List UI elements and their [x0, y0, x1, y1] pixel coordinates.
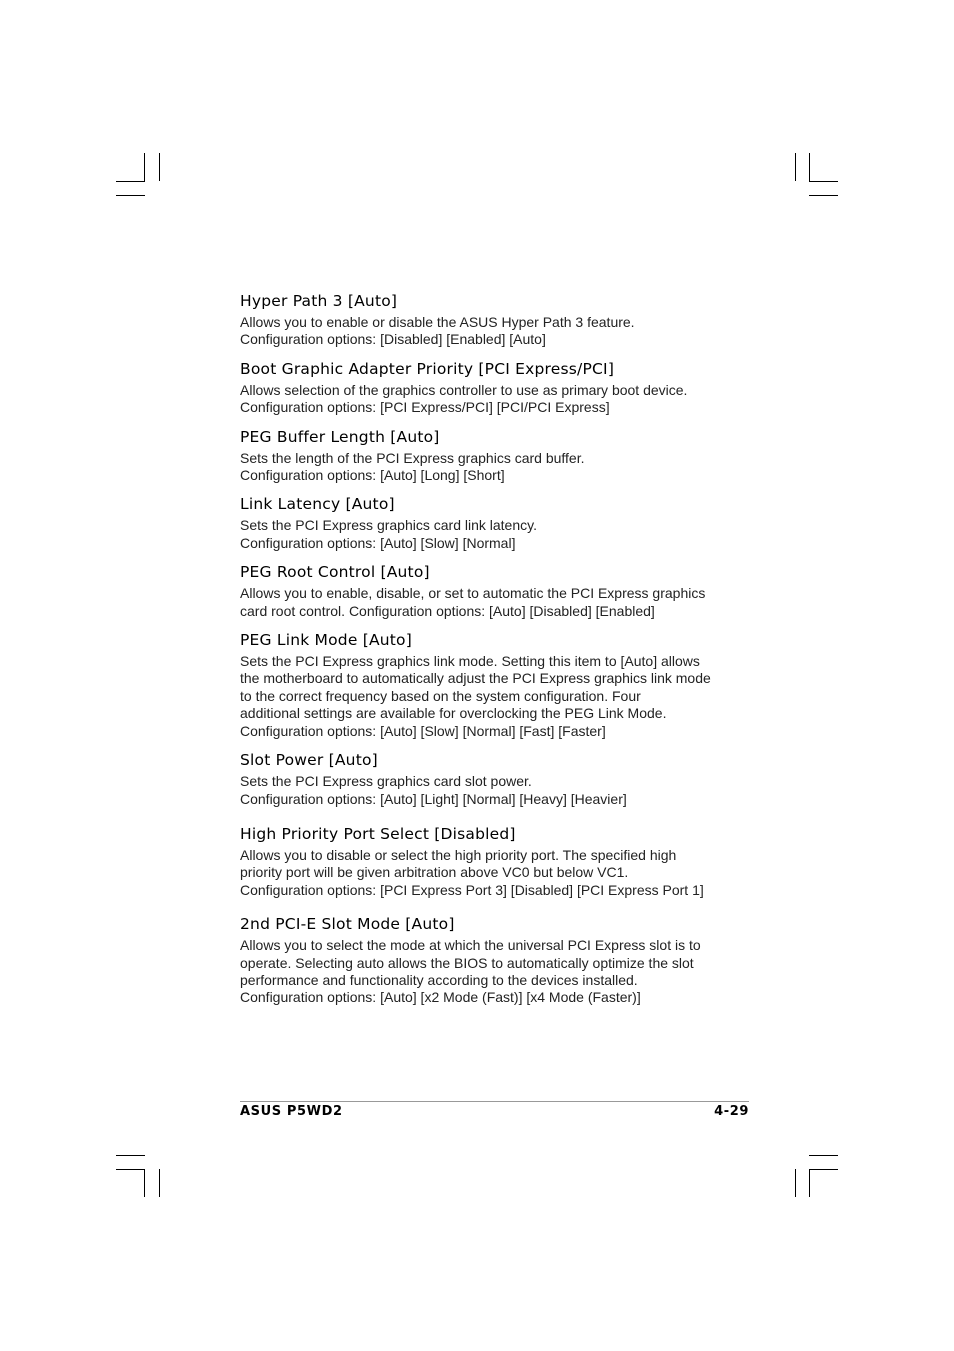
setting-heading: Hyper Path 3 [Auto]: [240, 292, 398, 310]
description-line: Allows you to disable or select the high priority port. The specified high: [240, 846, 677, 863]
setting-heading: PEG Link Mode [Auto]: [240, 631, 412, 650]
crop-mark: [809, 1169, 810, 1197]
setting-description: [240, 517, 720, 552]
crop-mark: [144, 153, 145, 181]
setting-section: [240, 426, 720, 485]
footer-page-number: 4-29: [714, 1104, 749, 1119]
setting-description: [240, 937, 720, 1007]
description-line: Configuration options: [Auto] [Long] [Short]: [240, 467, 505, 484]
footer-product-name: ASUS P5WD2: [240, 1104, 343, 1119]
crop-mark: [809, 153, 810, 181]
crop-mark: [116, 1155, 145, 1156]
crop-mark: [144, 1169, 145, 1197]
setting-description: [240, 314, 720, 349]
description-line: Configuration options: [PCI Express Port 3] [Disabled] [PCI Express Port 1]: [240, 881, 704, 898]
description-line: the motherboard to automatically adjust the PCI Express graphics link mode: [240, 670, 711, 687]
description-line: priority port will be given arbitration above VC0 but below VC1.: [240, 864, 629, 881]
setting-description: [240, 653, 720, 740]
setting-section: [240, 629, 720, 740]
description-line: to the correct frequency based on the system configuration. Four: [240, 687, 641, 704]
setting-section: [240, 823, 720, 899]
setting-description: [240, 847, 720, 899]
setting-description: [240, 450, 720, 485]
crop-mark: [809, 181, 838, 182]
description-line: Allows you to select the mode at which the universal PCI Express slot is to: [240, 937, 701, 954]
description-line: card root control. Configuration options: [Auto] [Disabled] [Enabled]: [240, 602, 655, 619]
crop-mark: [116, 195, 145, 196]
crop-mark: [159, 1169, 160, 1197]
crop-mark: [116, 181, 145, 182]
setting-description: [240, 585, 720, 620]
description-line: Allows you to enable or disable the ASUS Hyper Path 3 feature.: [240, 314, 635, 330]
setting-description: [240, 382, 720, 417]
description-line: Configuration options: [Auto] [Slow] [Normal] [Fast] [Faster]: [240, 722, 606, 739]
setting-description: [240, 773, 720, 808]
crop-mark: [809, 1169, 838, 1170]
description-line: Sets the length of the PCI Express graphics card buffer.: [240, 449, 585, 466]
setting-section: [240, 493, 720, 552]
description-line: additional settings are available for overclocking the PEG Link Mode.: [240, 705, 667, 722]
description-line: performance and functionality according to the devices installed.: [240, 971, 638, 988]
description-line: operate. Selecting auto allows the BIOS to automatically optimize the slot: [240, 954, 694, 971]
setting-section: [240, 358, 720, 417]
description-line: Configuration options: [Disabled] [Enabled] [Auto]: [240, 331, 546, 348]
crop-mark: [809, 195, 838, 196]
description-line: Allows selection of the graphics controller to use as primary boot device.: [240, 381, 688, 398]
setting-heading: High Priority Port Select [Disabled]: [240, 824, 516, 843]
description-line: Sets the PCI Express graphics link mode. Setting this item to [Auto] allows: [240, 653, 700, 670]
crop-mark: [116, 1169, 145, 1170]
description-line: Configuration options: [Auto] [x2 Mode (Fast)] [x4 Mode (Faster)]: [240, 989, 641, 1006]
setting-section: [240, 561, 720, 620]
setting-heading: 2nd PCI-E Slot Mode [Auto]: [240, 915, 455, 934]
description-line: Sets the PCI Express graphics card slot power.: [240, 773, 532, 790]
footer-divider: [240, 1101, 749, 1102]
setting-heading: PEG Buffer Length [Auto]: [240, 427, 440, 446]
setting-heading: Slot Power [Auto]: [240, 751, 378, 770]
setting-heading: Link Latency [Auto]: [240, 495, 395, 514]
setting-section: [240, 749, 720, 808]
description-line: Configuration options: [PCI Express/PCI] [PCI/PCI Express]: [240, 399, 610, 416]
bios-settings-content: [240, 290, 720, 1007]
description-line: Configuration options: [Auto] [Slow] [Normal]: [240, 534, 516, 551]
setting-heading: Boot Graphic Adapter Priority [PCI Express/PCI]: [240, 359, 615, 378]
setting-section: [240, 290, 720, 349]
setting-heading: PEG Root Control [Auto]: [240, 563, 430, 582]
crop-mark: [809, 1155, 838, 1156]
description-line: Allows you to enable, disable, or set to automatic the PCI Express graphics: [240, 585, 706, 602]
description-line: Configuration options: [Auto] [Light] [Normal] [Heavy] [Heavier]: [240, 790, 627, 807]
crop-mark: [159, 153, 160, 181]
crop-mark: [795, 1169, 796, 1197]
description-line: Sets the PCI Express graphics card link latency.: [240, 517, 537, 534]
setting-section: [240, 913, 720, 1007]
crop-mark: [795, 153, 796, 181]
